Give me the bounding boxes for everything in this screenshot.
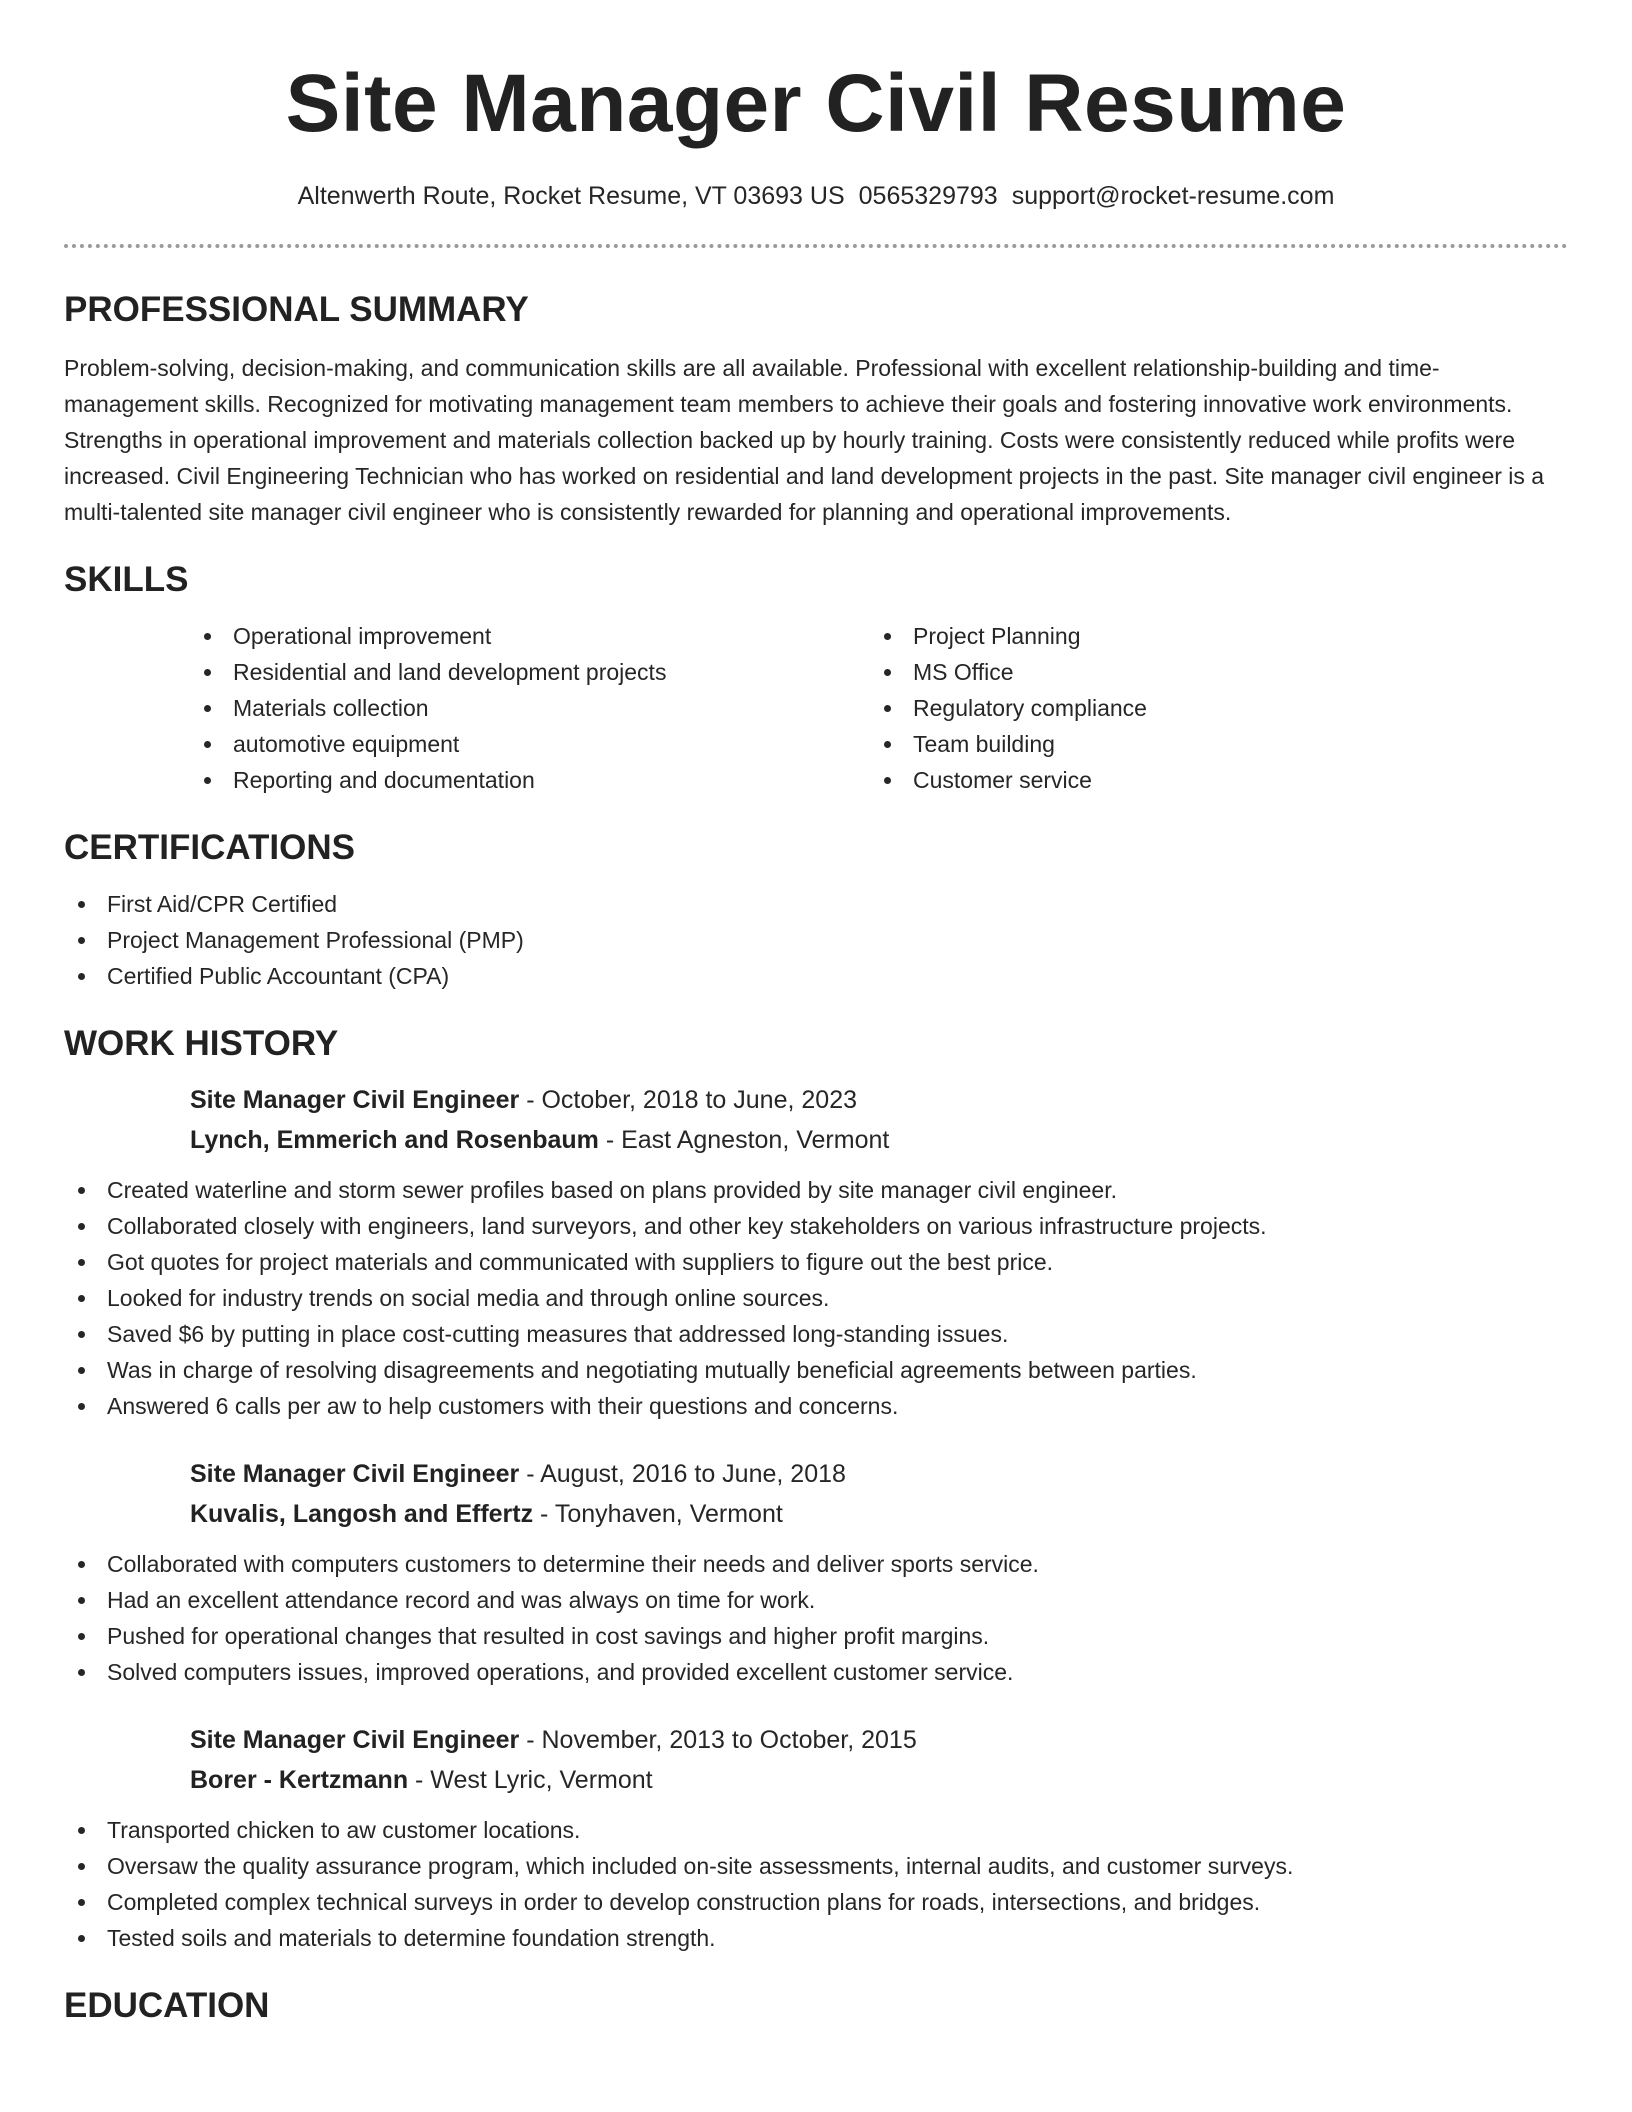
skill-item: Operational improvement — [190, 618, 870, 654]
job-title-line — [190, 1720, 1568, 1760]
job-bullet: Completed complex technical surveys in order to develop construction plans for roads, intersections, and bridges. — [64, 1884, 1568, 1920]
job-location: - East Agneston, Vermont — [598, 1126, 890, 1154]
section-title-education: EDUCATION — [64, 1986, 270, 2025]
job-title-line — [190, 1080, 1568, 1120]
section-title-certifications: CERTIFICATIONS — [64, 828, 356, 867]
skill-item: Regulatory compliance — [870, 690, 1550, 726]
job-role: Site Manager Civil Engineer — [190, 1086, 520, 1114]
job-bullet: Collaborated with computers customers to determine their needs and deliver sports service. — [64, 1546, 1568, 1582]
job-bullet: Pushed for operational changes that resulted in cost savings and higher profit margins. — [64, 1618, 1568, 1654]
skill-item: MS Office — [870, 654, 1550, 690]
skill-item: Materials collection — [190, 690, 870, 726]
job-company-line — [190, 1760, 1568, 1800]
skill-item: automotive equipment — [190, 726, 870, 762]
job-dates: - August, 2016 to June, 2018 — [519, 1460, 846, 1488]
job-company: Borer - Kertzmann — [190, 1766, 409, 1794]
skills-columns — [190, 618, 1568, 798]
job-location: - Tonyhaven, Vermont — [533, 1500, 783, 1528]
skill-item: Project Planning — [870, 618, 1550, 654]
job-title-line — [190, 1454, 1568, 1494]
job-bullet: Was in charge of resolving disagreements and negotiating mutually beneficial agreements between parties. — [64, 1352, 1568, 1388]
contact-line — [64, 180, 1568, 212]
contact-address: Altenwerth Route, Rocket Resume, VT 03693 US — [297, 182, 845, 210]
header-divider — [64, 244, 1568, 248]
job-bullet: Solved computers issues, improved operations, and provided excellent customer service. — [64, 1654, 1568, 1690]
job-role: Site Manager Civil Engineer — [190, 1460, 520, 1488]
job-bullets — [64, 1812, 1568, 1956]
skills-list-right — [870, 618, 1550, 798]
job-entry — [190, 1720, 1568, 1800]
job-entry — [190, 1454, 1568, 1534]
job-bullet: Looked for industry trends on social media and through online sources. — [64, 1280, 1568, 1316]
job-company-line — [190, 1120, 1568, 1160]
section-title-summary: PROFESSIONAL SUMMARY — [64, 290, 529, 329]
section-title-skills: SKILLS — [64, 560, 189, 599]
contact-phone: 0565329793 — [858, 182, 998, 210]
job-bullets — [64, 1546, 1568, 1690]
certification-item: First Aid/CPR Certified — [64, 886, 1568, 922]
job-bullet: Had an excellent attendance record and was always on time for work. — [64, 1582, 1568, 1618]
certification-item: Project Management Professional (PMP) — [64, 922, 1568, 958]
job-company: Lynch, Emmerich and Rosenbaum — [190, 1126, 599, 1154]
skill-item: Residential and land development projects — [190, 654, 870, 690]
skills-list-left — [190, 618, 870, 798]
job-dates: - October, 2018 to June, 2023 — [519, 1086, 857, 1114]
job-bullet: Created waterline and storm sewer profiles based on plans provided by site manager civil engineer. — [64, 1172, 1568, 1208]
job-bullet: Oversaw the quality assurance program, which included on-site assessments, internal audits, and customer surveys. — [64, 1848, 1568, 1884]
skill-item: Customer service — [870, 762, 1550, 798]
certifications-list — [64, 886, 1568, 994]
job-bullet: Tested soils and materials to determine foundation strength. — [64, 1920, 1568, 1956]
contact-email: support@rocket-resume.com — [1011, 182, 1335, 210]
job-entry — [190, 1080, 1568, 1160]
summary-text: Problem-solving, decision-making, and communication skills are all available. Professional with excellent relationship-building and time-management skills. Recognized for motivating management team members to achieve their goals and fostering innovative work environments. Strengths in operational improvement and materials collection backed up by hourly training. Costs were consistently reduced while profits were increased. Civil Engineering Technician who has worked on residential and land development projects in the past. Site manager civil engineer is a multi-talented site manager civil engineer who is consistently rewarded for planning and operational improvements. — [64, 355, 1545, 525]
job-bullet: Answered 6 calls per aw to help customers with their questions and concerns. — [64, 1388, 1568, 1424]
job-bullet: Collaborated closely with engineers, land surveyors, and other key stakeholders on various infrastructure projects. — [64, 1208, 1568, 1244]
job-bullet: Got quotes for project materials and communicated with suppliers to figure out the best price. — [64, 1244, 1568, 1280]
job-company: Kuvalis, Langosh and Effertz — [190, 1500, 534, 1528]
job-role: Site Manager Civil Engineer — [190, 1726, 520, 1754]
job-bullet: Transported chicken to aw customer locations. — [64, 1812, 1568, 1848]
skill-item: Team building — [870, 726, 1550, 762]
job-company-line — [190, 1494, 1568, 1534]
job-bullet: Saved $6 by putting in place cost-cutting measures that addressed long-standing issues. — [64, 1316, 1568, 1352]
section-title-work-history: WORK HISTORY — [64, 1024, 339, 1063]
resume-page — [64, 0, 1568, 2026]
skill-item: Reporting and documentation — [190, 762, 870, 798]
job-location: - West Lyric, Vermont — [408, 1766, 653, 1794]
certification-item: Certified Public Accountant (CPA) — [64, 958, 1568, 994]
job-dates: - November, 2013 to October, 2015 — [519, 1726, 917, 1754]
job-bullets — [64, 1172, 1568, 1424]
resume-title: Site Manager Civil Resume — [285, 58, 1347, 149]
